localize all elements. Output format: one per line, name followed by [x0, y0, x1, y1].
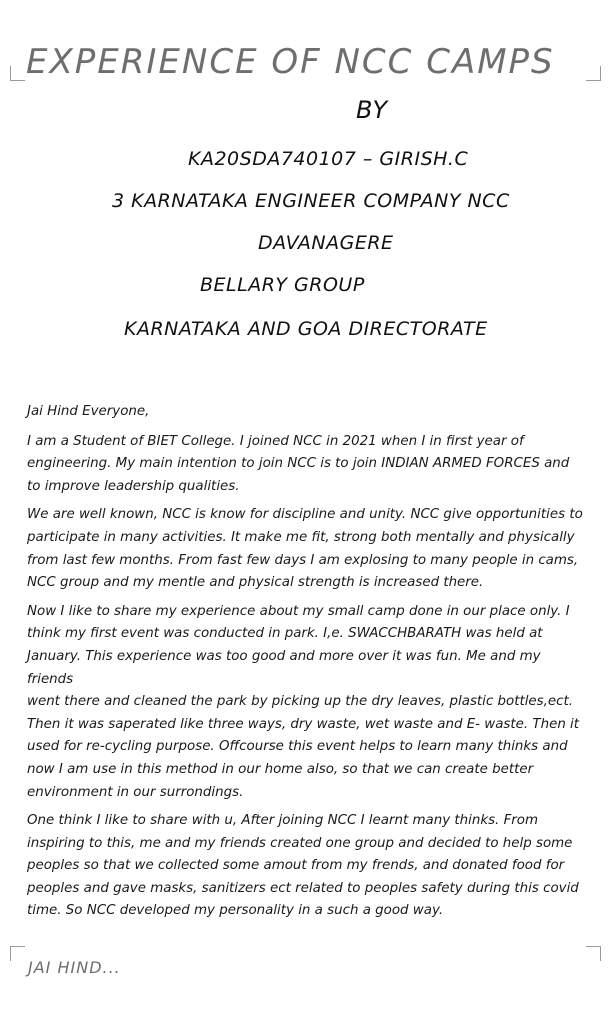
- crop-mark-bottom-right: [586, 946, 601, 961]
- text-line: environment in our surrondings.: [27, 784, 244, 800]
- text-line: We are well known, NCC is know for discipline and unity. NCC give opportunities to: [27, 507, 583, 523]
- text-line: peoples and gave masks, sanitizers ect related to peoples safety during this covid: [27, 880, 579, 896]
- text-line: Then it was saperated like three ways, dry waste, wet waste and E- waste. Then it: [27, 716, 580, 732]
- text-line: Now I like to share my experience about my small camp done in our place only. I: [27, 603, 570, 619]
- text-line: used for re-cycling purpose. Offcourse this event helps to learn many thinks and: [27, 739, 568, 755]
- crop-mark-top-left: [10, 66, 25, 81]
- text-line: inspiring to this, me and my friends created one group and decided to help some: [27, 835, 573, 851]
- paragraph-intro: [27, 431, 587, 499]
- author-id-name: KA20SDA740107 – GIRISH.C: [188, 148, 469, 170]
- text-line: One think I like to share with u, After joining NCC I learnt many thinks. From: [27, 813, 539, 829]
- author-unit: 3 KARNATAKA ENGINEER COMPANY NCC: [112, 190, 510, 212]
- text-line: engineering. My main intention to join NCC is to join INDIAN ARMED FORCES and: [27, 456, 570, 472]
- body-text: [27, 401, 587, 929]
- paragraph-discipline: [27, 504, 587, 594]
- text-line: to improve leadership qualities.: [27, 478, 240, 494]
- text-line: went there and cleaned the park by picking up the dry leaves, plastic bottles,ect.: [27, 694, 574, 710]
- greeting: Jai Hind Everyone,: [27, 404, 150, 419]
- document-title: EXPERIENCE OF NCC CAMPS: [26, 42, 555, 82]
- paragraph-community-help: [27, 810, 587, 923]
- author-directorate: KARNATAKA AND GOA DIRECTORATE: [124, 318, 488, 340]
- text-line: January. This experience was too good and more over it was fun. Me and my friends: [27, 648, 541, 687]
- text-line: think my first event was conducted in park. I,e. SWACCHBARATH was held at: [27, 626, 543, 642]
- author-group: BELLARY GROUP: [200, 274, 365, 296]
- text-line: from last few months. From fast few days I am explosing to many people in cams,: [27, 552, 579, 568]
- text-line: NCC group and my mentle and physical strength is increased there.: [27, 575, 484, 591]
- text-line: now I am use in this method in our home also, so that we can create better: [27, 761, 534, 777]
- closing-salutation: JAI HIND...: [28, 958, 121, 977]
- text-line: participate in many activities. It make me fit, strong both mentally and physically: [27, 529, 575, 545]
- crop-mark-bottom-left: [10, 946, 25, 961]
- text-line: time. So NCC developed my personality in a such a good way.: [27, 903, 444, 919]
- paragraph-camp-experience: [27, 601, 587, 804]
- crop-mark-top-right: [586, 66, 601, 81]
- text-line: I am a Student of BIET College. I joined NCC in 2021 when I in first year of: [27, 433, 524, 449]
- author-city: DAVANAGERE: [258, 232, 394, 254]
- text-line: peoples so that we collected some amout from my frends, and donated food for: [27, 858, 565, 874]
- by-line: BY: [356, 96, 388, 124]
